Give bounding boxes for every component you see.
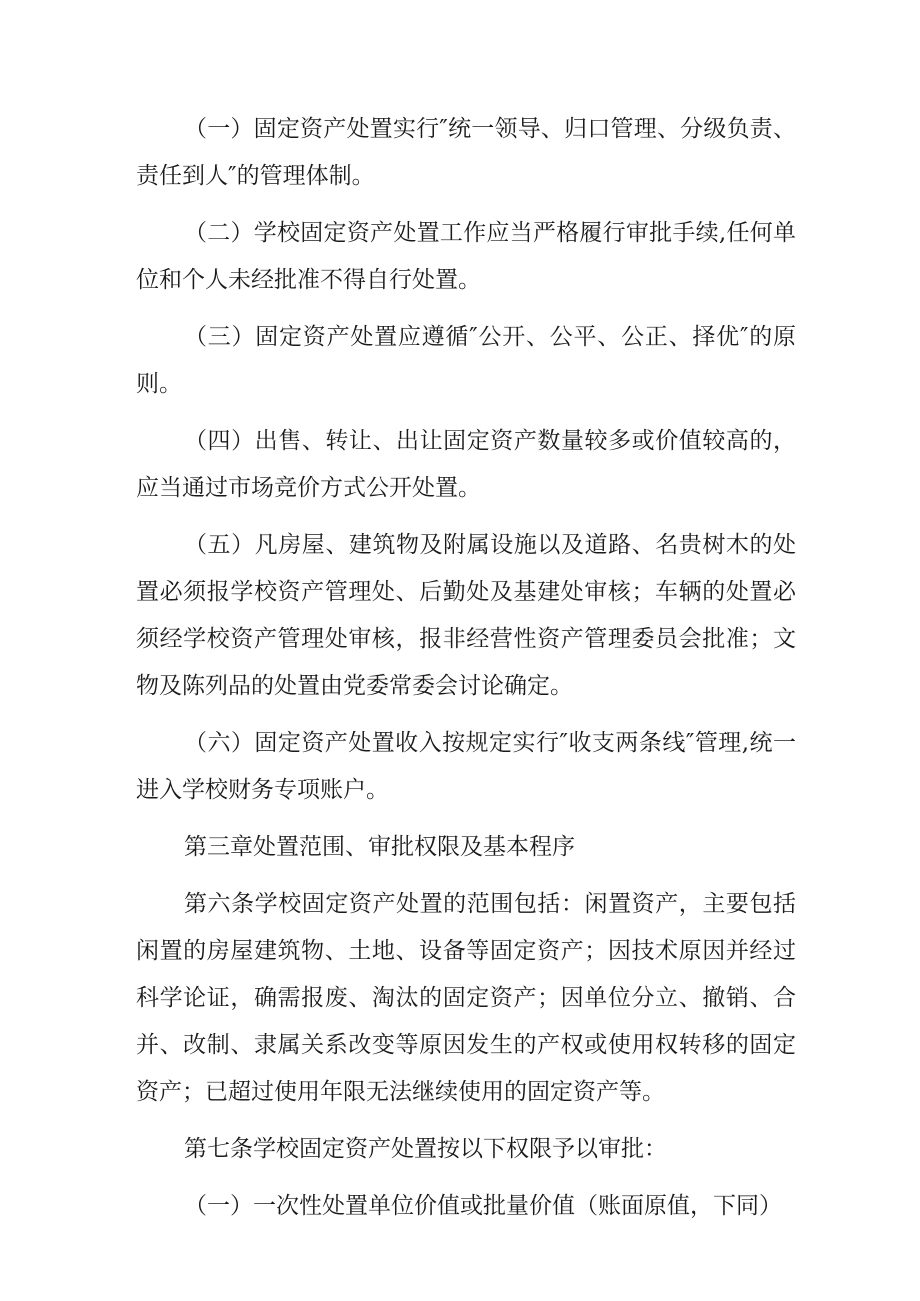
article-six: 第六条学校固定资产处置的范围包括：闲置资产，主要包括闲置的房屋建筑物、土地、设备等固定资产；因技术原因并经过科学论证，确需报废、淘汰的固定资产；因单位分立、撤销、合并、改制、隶属关系改变等原因发生的产权或使用权转移的固定资产；已超过使用年限无法继续使用的固定资产等。 <box>136 891 796 1105</box>
paragraph-item-1: （一）固定资产处置实行″统一领导、归口管理、分级负责、责任到人″的管理体制。 <box>136 116 796 189</box>
paragraph-item-3: （三）固定资产处置应遵循″公开、公平、公正、择优″的原则。 <box>136 324 796 397</box>
paragraph-item-7: （一）一次性处置单位价值或批量价值（账面原值，下同） <box>184 1193 782 1219</box>
paragraph-item-4: （四）出售、转让、出让固定资产数量较多或价值较高的，应当通过市场竞价方式公开处置。 <box>136 428 796 501</box>
paragraph-item-5: （五）凡房屋、建筑物及附属设施以及道路、名贵树木的处置必须报学校资产管理处、后勤处及基建处审核；车辆的处置必须经学校资产管理处审核，报非经营性资产管理委员会批准；文物及陈列品的处置由党委常委会讨论确定。 <box>136 532 796 699</box>
paragraph-item-6: （六）固定资产处置收入按规定实行″收支两条线″管理,统一进入学校财务专项账户。 <box>136 730 796 803</box>
paragraph-item-2: （二）学校固定资产处置工作应当严格履行审批手续,任何单位和个人未经批准不得自行处置。 <box>136 220 796 293</box>
chapter-heading: 第三章处置范围、审批权限及基本程序 <box>184 834 575 860</box>
document-body <box>136 106 796 1230</box>
article-seven: 第七条学校固定资产处置按以下权限予以审批： <box>184 1136 667 1162</box>
